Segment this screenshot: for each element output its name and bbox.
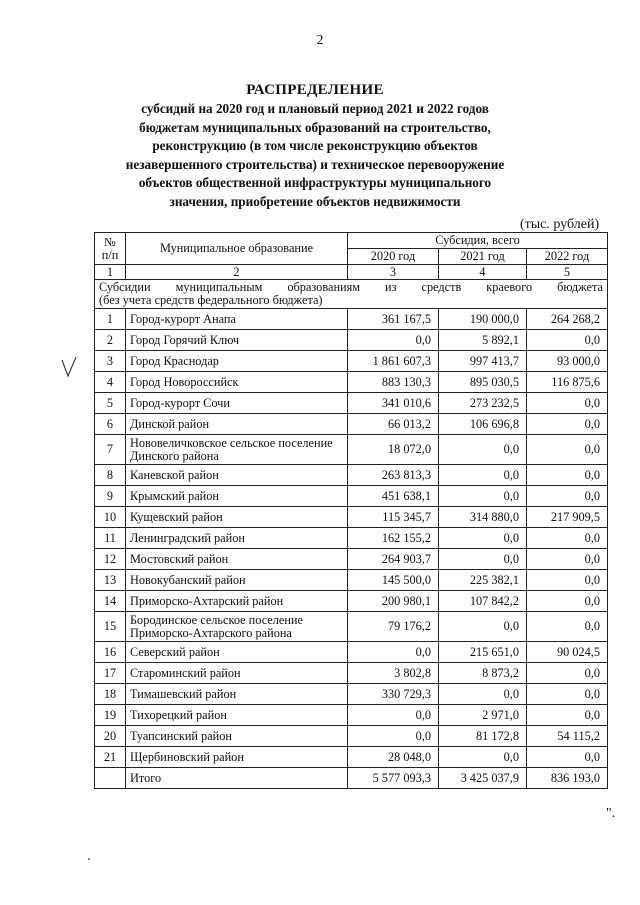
header-num: № п/п <box>95 233 126 265</box>
section-row <box>95 280 608 309</box>
title-main: РАСПРЕДЕЛЕНИЕ <box>246 82 384 98</box>
row-value-2022: 0,0 <box>527 570 608 591</box>
title-line: реконструкцию (в том числе реконструкцию объектов <box>152 138 478 153</box>
section-word: муниципальным <box>175 280 263 294</box>
row-municipality: Город Краснодар <box>126 351 348 372</box>
section-word: образованиям <box>287 280 361 294</box>
row-value-2020: 0,0 <box>348 330 439 351</box>
row-municipality: Город Новороссийск <box>126 372 348 393</box>
title-line: значения, приобретение объектов недвижимости <box>169 193 461 209</box>
scan-speck <box>88 858 90 860</box>
table-row <box>95 309 608 330</box>
row-value-2021: 0,0 <box>439 486 527 507</box>
row-value-2020: 18 072,0 <box>348 435 439 465</box>
total-label: Итого <box>126 768 348 789</box>
table-row <box>95 684 608 705</box>
row-municipality: Город-курорт Сочи <box>126 393 348 414</box>
row-value-2022: 0,0 <box>527 684 608 705</box>
row-number: 9 <box>95 486 126 507</box>
row-number: 13 <box>95 570 126 591</box>
closing-quote-mark: ". <box>606 806 616 821</box>
section-word: краевого <box>486 280 533 294</box>
row-value-2021: 107 842,2 <box>439 591 527 612</box>
table-row <box>95 330 608 351</box>
row-value-2022: 93 000,0 <box>527 351 608 372</box>
row-value-2021: 0,0 <box>439 747 527 768</box>
row-value-2020: 200 980,1 <box>348 591 439 612</box>
row-value-2021: 190 000,0 <box>439 309 527 330</box>
row-value-2022: 90 024,5 <box>527 642 608 663</box>
row-number: 19 <box>95 705 126 726</box>
title-line: незавершенного строительства) и техническое перевооружение <box>125 156 505 172</box>
row-number: 18 <box>95 684 126 705</box>
table-row <box>95 549 608 570</box>
row-municipality: Щербиновский район <box>126 747 348 768</box>
row-value-2021: 0,0 <box>439 684 527 705</box>
row-number: 15 <box>95 612 126 642</box>
row-value-2022: 0,0 <box>527 528 608 549</box>
row-number: 17 <box>95 663 126 684</box>
table-row <box>95 726 608 747</box>
table-row <box>95 705 608 726</box>
row-value-2022: 0,0 <box>527 435 608 465</box>
row-value-2020: 263 813,3 <box>348 465 439 486</box>
row-value-2021: 225 382,1 <box>439 570 527 591</box>
row-value-2022: 0,0 <box>527 705 608 726</box>
title-line: объектов общественной инфраструктуры муниципального <box>138 175 492 190</box>
row-value-2020: 0,0 <box>348 642 439 663</box>
total-row <box>95 768 608 789</box>
column-index: 1 <box>95 265 126 280</box>
row-municipality: Нововеличковское сельское поселение Динского района <box>126 435 348 465</box>
row-municipality: Тихорецкий район <box>126 705 348 726</box>
row-value-2022: 0,0 <box>527 549 608 570</box>
row-number: 8 <box>95 465 126 486</box>
row-value-2020: 79 176,2 <box>348 612 439 642</box>
total-2020: 5 577 093,3 <box>348 768 439 789</box>
row-value-2022: 0,0 <box>527 747 608 768</box>
row-value-2021: 0,0 <box>439 549 527 570</box>
row-value-2021: 273 232,5 <box>439 393 527 414</box>
table-row <box>95 591 608 612</box>
row-number: 20 <box>95 726 126 747</box>
column-index: 5 <box>527 265 608 280</box>
row-value-2020: 0,0 <box>348 705 439 726</box>
total-2022: 836 193,0 <box>527 768 608 789</box>
table-row <box>95 351 608 372</box>
row-number: 2 <box>95 330 126 351</box>
header-year-2020: 2020 год <box>348 249 439 265</box>
row-number: 12 <box>95 549 126 570</box>
row-municipality: Крымский район <box>126 486 348 507</box>
row-value-2022: 0,0 <box>527 591 608 612</box>
row-municipality: Туапсинский район <box>126 726 348 747</box>
subsidy-table <box>94 232 608 789</box>
row-value-2021: 81 172,8 <box>439 726 527 747</box>
row-value-2020: 361 167,5 <box>348 309 439 330</box>
row-value-2020: 115 345,7 <box>348 507 439 528</box>
row-municipality: Каневской район <box>126 465 348 486</box>
row-value-2022: 0,0 <box>527 465 608 486</box>
row-value-2021: 0,0 <box>439 435 527 465</box>
row-number: 1 <box>95 309 126 330</box>
row-value-2021: 2 971,0 <box>439 705 527 726</box>
row-value-2022: 217 909,5 <box>527 507 608 528</box>
table-row <box>95 507 608 528</box>
header-year-2021: 2021 год <box>439 249 527 265</box>
row-value-2020: 264 903,7 <box>348 549 439 570</box>
row-value-2022: 0,0 <box>527 612 608 642</box>
row-municipality: Ленинградский район <box>126 528 348 549</box>
table-row <box>95 612 608 642</box>
row-number: 10 <box>95 507 126 528</box>
row-municipality: Тимашевский район <box>126 684 348 705</box>
row-value-2021: 215 651,0 <box>439 642 527 663</box>
title-line: субсидий на 2020 год и плановый период 2021 и 2022 годов <box>141 101 489 116</box>
row-value-2020: 145 500,0 <box>348 570 439 591</box>
row-municipality: Бородинское сельское поселение Приморско-Ахтарского района <box>126 612 348 642</box>
row-value-2021: 0,0 <box>439 528 527 549</box>
column-index: 4 <box>439 265 527 280</box>
table-row <box>95 414 608 435</box>
table-row <box>95 528 608 549</box>
row-value-2022: 0,0 <box>527 330 608 351</box>
section-heading <box>95 280 608 309</box>
row-value-2020: 3 802,8 <box>348 663 439 684</box>
table-row <box>95 465 608 486</box>
section-word: средств <box>421 280 462 294</box>
row-municipality: Староминский район <box>126 663 348 684</box>
row-value-2021: 5 892,1 <box>439 330 527 351</box>
row-value-2021: 314 880,0 <box>439 507 527 528</box>
table-row <box>95 486 608 507</box>
table-row <box>95 372 608 393</box>
row-value-2020: 883 130,3 <box>348 372 439 393</box>
row-value-2021: 997 413,7 <box>439 351 527 372</box>
row-value-2020: 28 048,0 <box>348 747 439 768</box>
row-number: 7 <box>95 435 126 465</box>
row-value-2021: 895 030,5 <box>439 372 527 393</box>
table-row <box>95 393 608 414</box>
row-municipality: Новокубанский район <box>126 570 348 591</box>
row-municipality: Город-курорт Анапа <box>126 309 348 330</box>
column-index: 2 <box>126 265 348 280</box>
row-municipality: Кущевский район <box>126 507 348 528</box>
row-number: 21 <box>95 747 126 768</box>
row-municipality: Приморско-Ахтарский район <box>126 591 348 612</box>
column-index-row <box>95 265 608 280</box>
section-heading-line2: (без учета средств федерального бюджета) <box>99 293 323 307</box>
row-value-2021: 0,0 <box>439 465 527 486</box>
row-value-2021: 0,0 <box>439 612 527 642</box>
total-2021: 3 425 037,9 <box>439 768 527 789</box>
row-value-2022: 264 268,2 <box>527 309 608 330</box>
total-num-cell <box>95 768 126 789</box>
header-municipality: Муниципальное образование <box>126 233 348 265</box>
row-value-2022: 0,0 <box>527 486 608 507</box>
row-value-2022: 0,0 <box>527 414 608 435</box>
row-value-2022: 54 115,2 <box>527 726 608 747</box>
page-number: 2 <box>316 33 324 48</box>
row-number: 14 <box>95 591 126 612</box>
row-value-2022: 116 875,6 <box>527 372 608 393</box>
document-title <box>80 80 550 211</box>
row-value-2020: 341 010,6 <box>348 393 439 414</box>
row-number: 3 <box>95 351 126 372</box>
row-value-2021: 8 873,2 <box>439 663 527 684</box>
row-value-2020: 66 013,2 <box>348 414 439 435</box>
header-year-2022: 2022 год <box>527 249 608 265</box>
row-municipality: Динской район <box>126 414 348 435</box>
row-value-2020: 1 861 607,3 <box>348 351 439 372</box>
header-subsidy-total: Субсидия, всего <box>348 233 608 249</box>
row-number: 16 <box>95 642 126 663</box>
row-number: 5 <box>95 393 126 414</box>
row-number: 6 <box>95 414 126 435</box>
row-municipality: Мостовский район <box>126 549 348 570</box>
row-value-2020: 162 155,2 <box>348 528 439 549</box>
row-number: 11 <box>95 528 126 549</box>
table-row <box>95 747 608 768</box>
title-line: бюджетам муниципальных образований на строительство, <box>139 119 491 135</box>
row-value-2020: 0,0 <box>348 726 439 747</box>
row-value-2022: 0,0 <box>527 393 608 414</box>
table-row <box>95 570 608 591</box>
section-word: бюджета <box>557 280 603 294</box>
handwritten-check-mark-icon <box>60 356 78 378</box>
table-row <box>95 435 608 465</box>
table-row <box>95 663 608 684</box>
row-number: 4 <box>95 372 126 393</box>
units-label: (тыс. рублей) <box>520 217 600 232</box>
column-index: 3 <box>348 265 439 280</box>
section-word: Субсидии <box>99 280 151 294</box>
row-municipality: Северский район <box>126 642 348 663</box>
table-row <box>95 642 608 663</box>
row-value-2022: 0,0 <box>527 663 608 684</box>
row-municipality: Город Горячий Ключ <box>126 330 348 351</box>
row-value-2020: 330 729,3 <box>348 684 439 705</box>
section-word: из <box>385 280 397 294</box>
row-value-2020: 451 638,1 <box>348 486 439 507</box>
row-value-2021: 106 696,8 <box>439 414 527 435</box>
